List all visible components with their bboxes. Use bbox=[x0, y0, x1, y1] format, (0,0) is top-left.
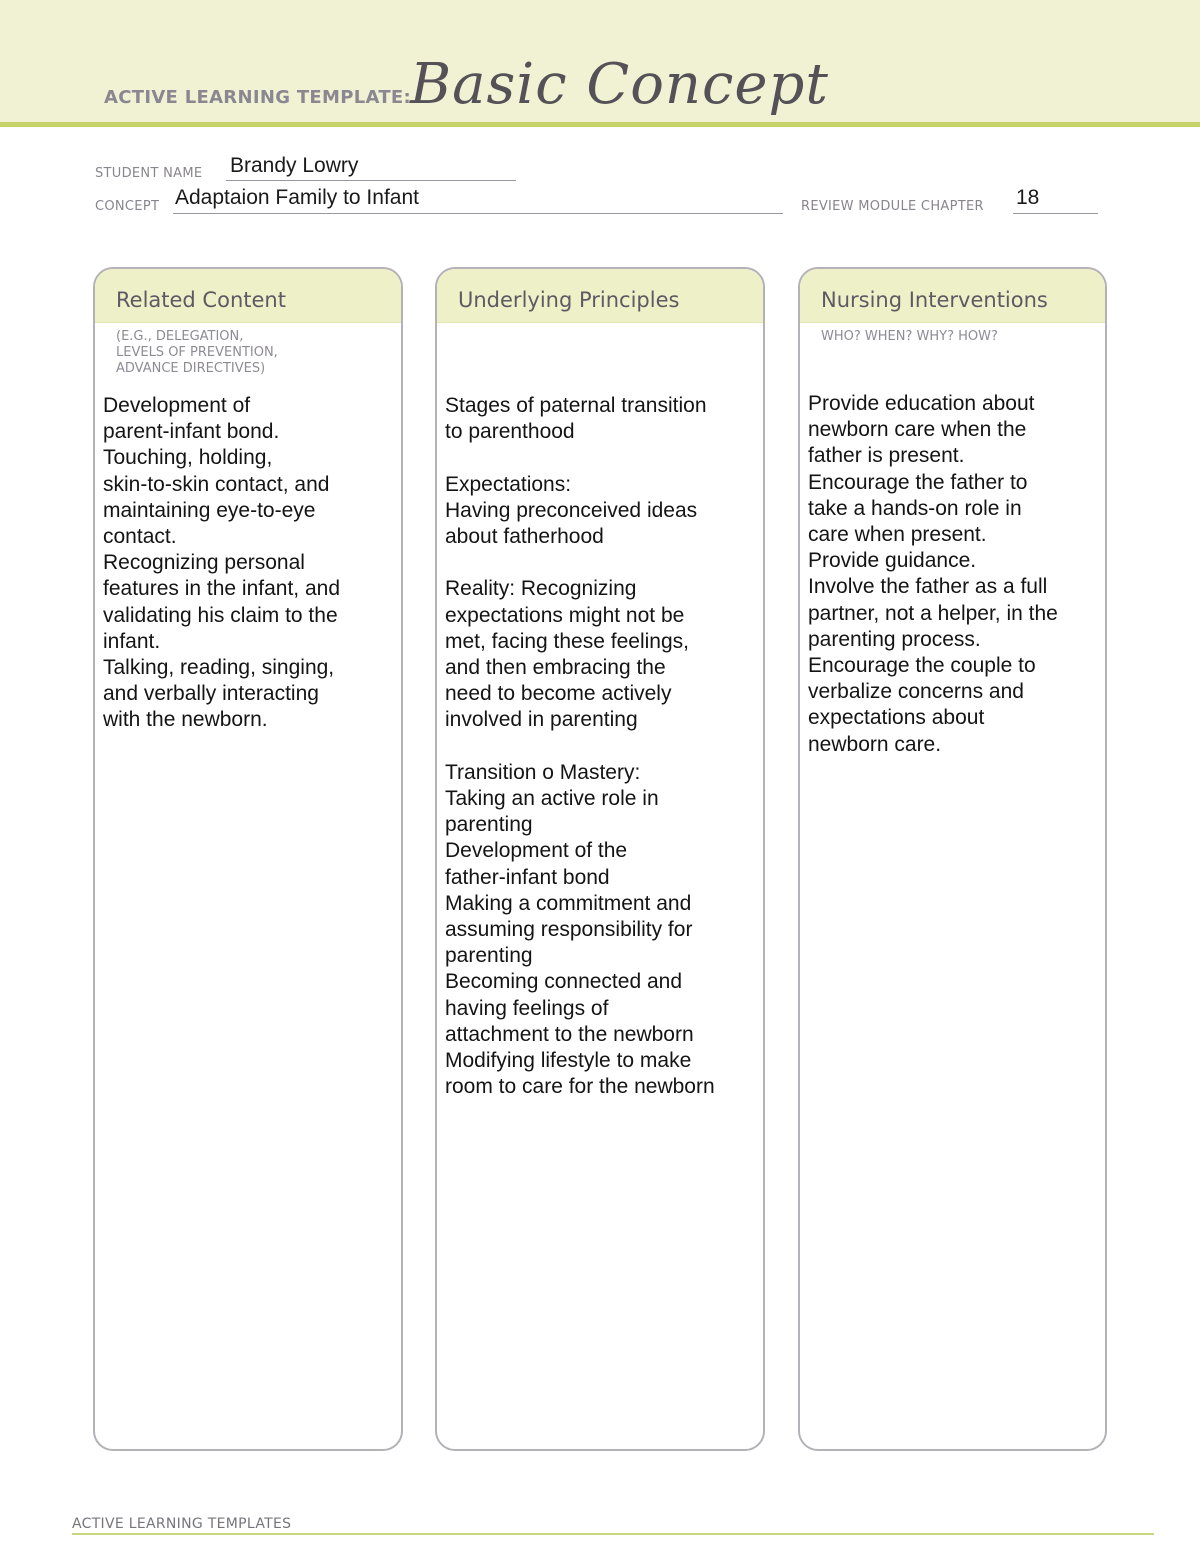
footer-divider bbox=[72, 1533, 1154, 1535]
chapter-line bbox=[1013, 213, 1098, 214]
nursing-interventions-title: Nursing Interventions bbox=[821, 288, 1048, 312]
concept-field[interactable]: Adaptaion Family to Infant bbox=[175, 186, 419, 209]
footer-label: ACTIVE LEARNING TEMPLATES bbox=[72, 1516, 292, 1532]
student-name-line bbox=[226, 180, 516, 181]
nursing-interventions-subtitle: WHO? WHEN? WHY? HOW? bbox=[821, 329, 998, 344]
underlying-principles-text[interactable]: Stages of paternal transition to parenthood Expectations: Having preconceived ideas about fatherhood Reality: Recognizing expectations might not be met, facing these feelings, and then embracing the need to become actively involved in parenting Transition o Mastery: Taking an active role in parenting Development of the father-infant bond Making a commitment and assuming responsibility for parenting Becoming connected and having feelings of attachment to the newborn Modifying lifestyle to make room to care for the newborn bbox=[445, 394, 715, 1099]
nursing-interventions-header bbox=[800, 269, 1105, 323]
related-content-text[interactable]: Development of parent-infant bond. Touching, holding, skin-to-skin contact, and maintaining eye-to-eye contact. Recognizing personal features in the infant, and validating his claim to the infant. Talking, reading, singing, and verbally interacting with the newborn. bbox=[103, 394, 340, 732]
student-name-field[interactable]: Brandy Lowry bbox=[230, 154, 359, 177]
related-content-title: Related Content bbox=[116, 288, 286, 312]
related-content-panel bbox=[93, 267, 403, 1451]
underlying-principles-header bbox=[437, 269, 763, 323]
concept-label: CONCEPT bbox=[95, 199, 160, 214]
page-title: Basic Concept bbox=[410, 52, 829, 117]
header-divider bbox=[0, 122, 1200, 127]
chapter-field[interactable]: 18 bbox=[1016, 186, 1040, 209]
template-label: ACTIVE LEARNING TEMPLATE: bbox=[104, 87, 411, 108]
nursing-interventions-text[interactable]: Provide education about newborn care when the father is present. Encourage the father to take a hands-on role in care when present. Provide guidance. Involve the father as a full partner, not a helper, in the parenting process. Encourage the couple to verbalize concerns and expectations about newborn care. bbox=[808, 392, 1058, 756]
related-content-subtitle: (E.G., DELEGATION, LEVELS OF PREVENTION, ADVANCE DIRECTIVES) bbox=[116, 329, 278, 376]
underlying-principles-panel bbox=[435, 267, 765, 1451]
underlying-principles-title: Underlying Principles bbox=[458, 288, 680, 312]
student-name-label: STUDENT NAME bbox=[95, 166, 203, 181]
concept-line bbox=[173, 213, 783, 214]
chapter-label: REVIEW MODULE CHAPTER bbox=[801, 199, 984, 214]
related-content-header bbox=[95, 269, 401, 323]
nursing-interventions-panel bbox=[798, 267, 1107, 1451]
